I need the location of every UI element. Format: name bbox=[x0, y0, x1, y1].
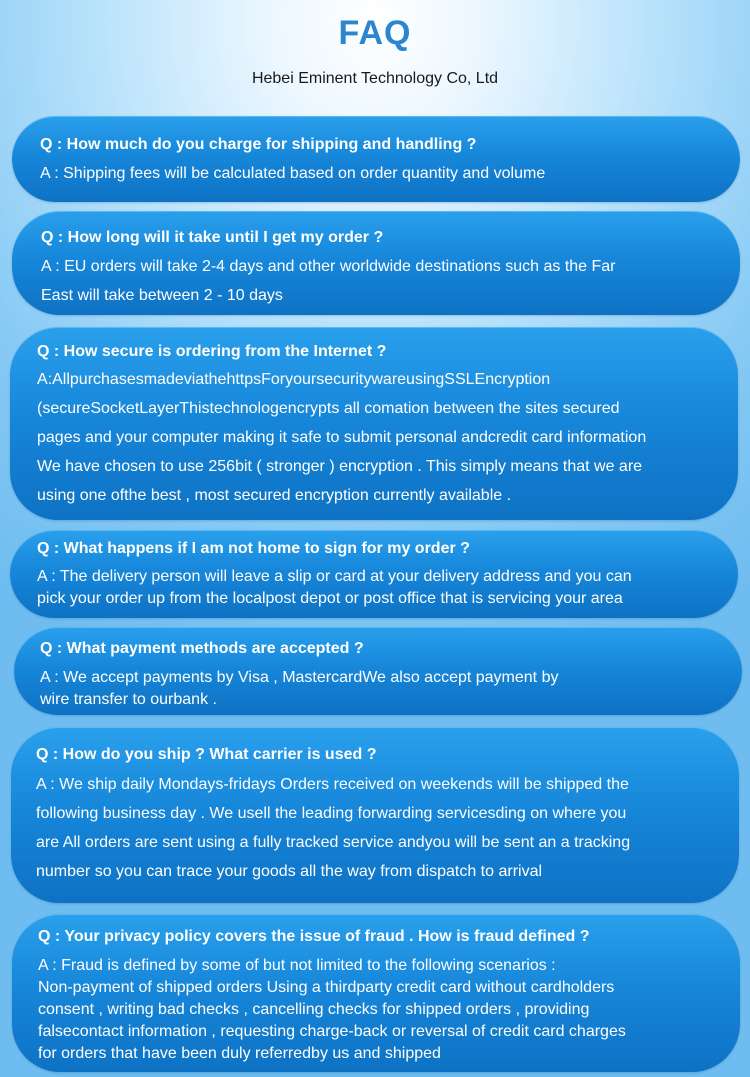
faq-answer-line: A : We ship daily Mondays-fridays Orders received on weekends will be shipped the bbox=[36, 776, 629, 793]
faq-answer bbox=[40, 159, 545, 188]
faq-answer bbox=[37, 365, 646, 510]
faq-answer bbox=[38, 955, 626, 1065]
faq-answer-line: consent , writing bad checks , cancelling checks for shipped orders , providing bbox=[38, 1001, 590, 1018]
faq-question: Q : Your privacy policy covers the issue of fraud . How is fraud defined ? bbox=[38, 928, 590, 945]
faq-question: Q : How long will it take until I get my order ? bbox=[41, 229, 384, 246]
faq-answer-line: using one ofthe best , most secured encryption currently available . bbox=[37, 487, 512, 504]
faq-answer-line: falsecontact information , requesting charge-back or reversal of credit card charges bbox=[38, 1023, 626, 1040]
faq-card-payment-methods bbox=[14, 627, 742, 715]
faq-question: Q : How do you ship ? What carrier is used ? bbox=[36, 746, 377, 763]
faq-answer-line: are All orders are sent using a fully tracked service andyou will be sent an a tracking bbox=[36, 834, 631, 851]
faq-answer-line: (secureSocketLayerThistechnologencrypts all comation between the sites secured bbox=[37, 400, 620, 417]
faq-answer-line: wire transfer to ourbank . bbox=[40, 691, 217, 708]
faq-question: Q : What payment methods are accepted ? bbox=[40, 640, 364, 657]
faq-question: Q : How secure is ordering from the Internet ? bbox=[37, 343, 387, 360]
page-title: FAQ bbox=[338, 14, 412, 52]
faq-answer-line: for orders that have been duly referredby us and shipped bbox=[38, 1045, 441, 1062]
faq-question: Q : How much do you charge for shipping and handling ? bbox=[40, 136, 477, 153]
faq-answer-line: pick your order up from the localpost depot or post office that is servicing your area bbox=[37, 590, 623, 607]
faq-card-delivery-time bbox=[12, 211, 740, 315]
company-name: Hebei Eminent Technology Co, Ltd bbox=[251, 70, 499, 87]
faq-answer-line: A:AllpurchasesmadeviathehttpsForyoursecuritywareusingSSLEncryption bbox=[37, 371, 551, 388]
faq-answer-line: pages and your computer making it safe to submit personal andcredit card information bbox=[37, 429, 647, 446]
faq-card-not-home bbox=[10, 530, 738, 618]
faq-answer bbox=[36, 770, 630, 886]
faq-answer-line: We have chosen to use 256bit ( stronger ) encryption . This simply means that we are bbox=[37, 458, 643, 475]
faq-answer-line: A : Fraud is defined by some of but not limited to the following scenarios : bbox=[38, 957, 556, 974]
faq-answer-line: A : We accept payments by Visa , MastercardWe also accept payment by bbox=[40, 669, 559, 686]
faq-card-shipping-cost bbox=[12, 116, 740, 202]
faq-answer bbox=[37, 566, 632, 610]
faq-answer-line: A : Shipping fees will be calculated based on order quantity and volume bbox=[40, 165, 546, 182]
faq-card-shipping-carrier bbox=[11, 727, 739, 903]
faq-answer-line: following business day . We usell the leading forwarding servicesding on where you bbox=[36, 805, 627, 822]
faq-question: Q : What happens if I am not home to sign for my order ? bbox=[37, 540, 470, 557]
faq-answer-line: A : EU orders will take 2-4 days and other worldwide destinations such as the Far bbox=[41, 258, 616, 275]
faq-answer bbox=[40, 667, 558, 711]
faq-answer-line: number so you can trace your goods all the way from dispatch to arrival bbox=[36, 863, 543, 880]
faq-answer bbox=[41, 252, 616, 310]
faq-card-ordering-security bbox=[10, 327, 738, 520]
faq-answer-line: Non-payment of shipped orders Using a thirdparty credit card without cardholders bbox=[38, 979, 615, 996]
faq-card-fraud-policy bbox=[12, 914, 740, 1072]
faq-answer-line: A : The delivery person will leave a slip or card at your delivery address and you can bbox=[37, 568, 632, 585]
faq-answer-line: East will take between 2 - 10 days bbox=[41, 287, 283, 304]
